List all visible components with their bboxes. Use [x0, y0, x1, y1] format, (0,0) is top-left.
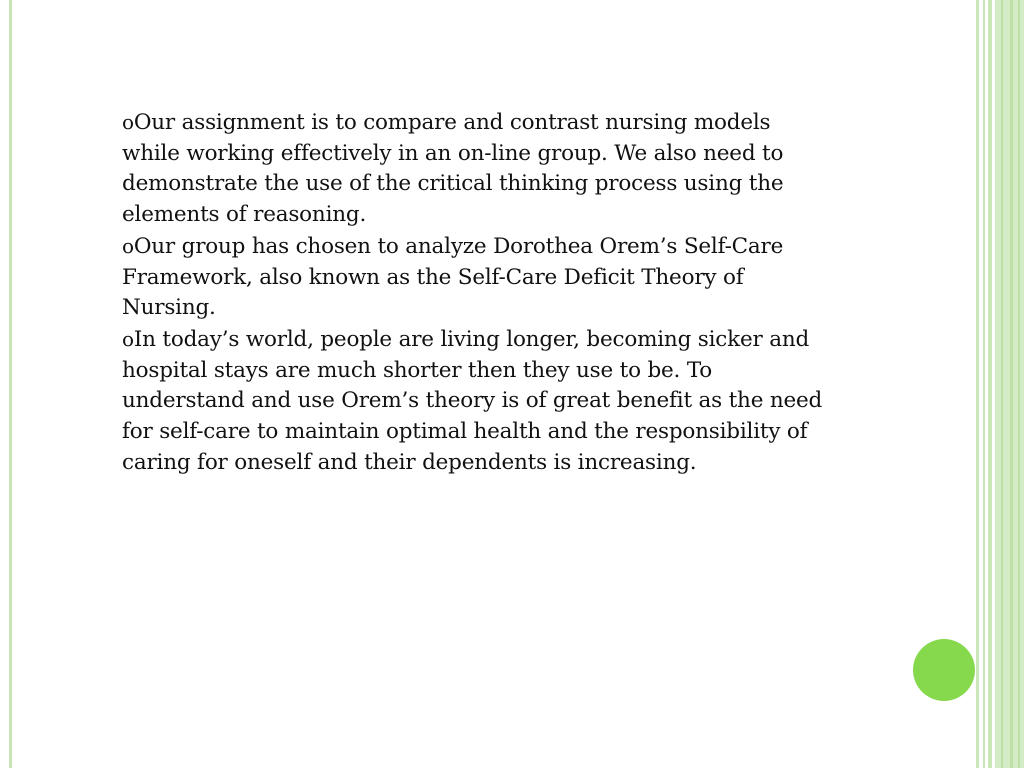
bullet-marker: o: [122, 326, 134, 351]
border-stripe: [983, 0, 985, 768]
bullet-paragraph-1: [122, 107, 827, 231]
paragraph-text: Our assignment is to compare and contrast nursing models while working effectively in an on-line group. We also need to demonstrate the use of the critical thinking process using the elements of reasoning.: [122, 110, 784, 228]
decorative-circle: [913, 639, 975, 701]
bullet-paragraph-2: [122, 231, 827, 324]
border-stripe: [1001, 0, 1003, 768]
bullet-paragraph-3: [122, 324, 827, 479]
left-border-line: [9, 0, 12, 768]
right-decorative-border: [976, 0, 1024, 768]
border-stripe: [1010, 0, 1013, 768]
paragraph-text: In today’s world, people are living longer, becoming sicker and hospital stays are much shorter then they use to be. To understand and use Orem’s theory is of great benefit as the need for self-care to maintain optimal health and the responsibility of caring for oneself and their dependents is increasing.: [122, 326, 823, 475]
bullet-marker: o: [122, 233, 134, 258]
border-stripe: [988, 0, 992, 768]
border-stripe: [1018, 0, 1020, 768]
paragraph-text: Our group has chosen to analyze Dorothea Orem’s Self-Care Framework, also known as the Self-Care Deficit Theory of Nursing.: [122, 233, 784, 321]
slide-body-text: [122, 107, 827, 478]
bullet-marker: o: [122, 110, 134, 134]
border-stripe: [976, 0, 979, 768]
